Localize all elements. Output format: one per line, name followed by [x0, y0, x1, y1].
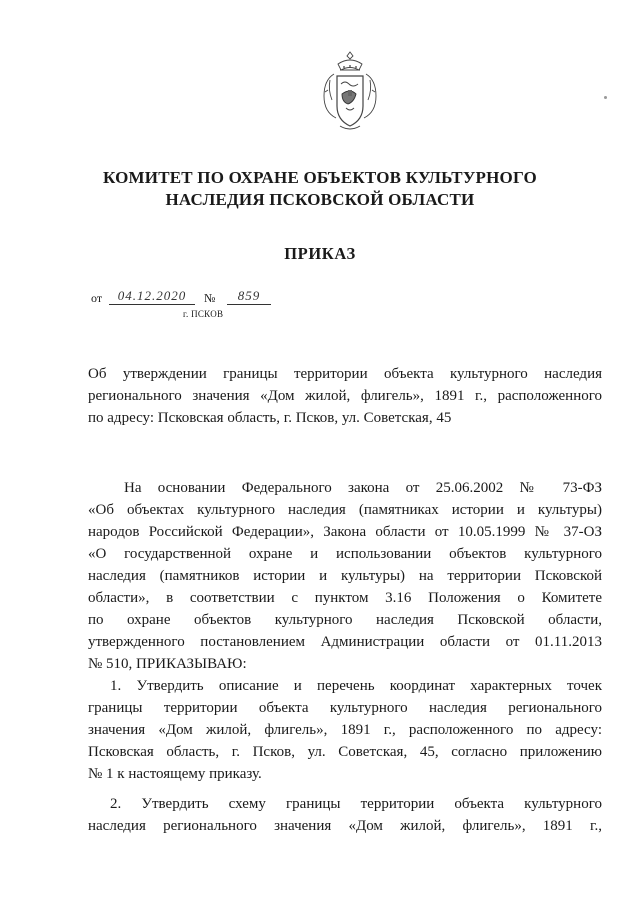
preamble-line: области», в соответствии с пунктом 3.16 Положения о Комитете — [88, 590, 602, 606]
preamble-line: по охране объектов культурного наследия Псковской области, — [88, 612, 602, 628]
item-1-line: значения «Дом жилой, флигель», 1891 г., расположенного по адресу: — [88, 722, 602, 738]
item-2-line: 2. Утвердить схему границы территории объекта культурного — [110, 796, 602, 812]
preamble-line: «Об объектах культурного наследия (памятниках истории и культуры) — [88, 502, 602, 518]
preamble-line: На основании Федерального закона от 25.06.2002 № 73-ФЗ — [124, 480, 602, 496]
organization-name-line-1: КОМИТЕТ ПО ОХРАНЕ ОБЪЕКТОВ КУЛЬТУРНОГО — [103, 168, 537, 187]
order-subject — [88, 363, 602, 429]
item-1-line: Псковская область, г. Псков, ул. Советская, 45, согласно приложению — [88, 744, 602, 760]
preamble-line: № 510, ПРИКАЗЫВАЮ: — [88, 656, 247, 672]
document-type-title: ПРИКАЗ — [284, 244, 356, 263]
subject-line: регионального значения «Дом жилой, флигель», 1891 г., расположенного — [88, 388, 602, 404]
item-1-line: № 1 к настоящему приказу. — [88, 766, 262, 782]
organization-name — [0, 167, 640, 211]
preamble-line: «О государственной охране и использовании объектов культурного — [88, 546, 602, 562]
preamble-line: утвержденного постановлением Администрации области от 01.11.2013 — [88, 634, 602, 650]
subject-line: по адресу: Псковская область, г. Псков, ул. Советская, 45 — [88, 410, 452, 426]
preamble-line: наследия (памятников истории и культуры) на территории Псковской — [88, 568, 602, 584]
coat-of-arms-icon — [320, 50, 380, 134]
preamble-line: народов Российской Федерации», Закона области от 10.05.1999 № 37-ОЗ — [88, 524, 602, 540]
organization-name-line-2: НАСЛЕДИЯ ПСКОВСКОЙ ОБЛАСТИ — [165, 190, 475, 209]
scan-speck — [604, 96, 607, 99]
item-2-line: наследия регионального значения «Дом жилой, флигель», 1891 г., — [88, 818, 602, 834]
subject-line: Об утверждении границы территории объекта культурного наследия — [88, 366, 602, 382]
order-number: 859 — [227, 288, 271, 305]
order-number-label: № — [204, 291, 216, 305]
order-body — [88, 477, 602, 837]
item-1-line: 1. Утвердить описание и перечень координат характерных точек — [110, 678, 602, 694]
item-1-line: границы территории объекта культурного наследия регионального — [88, 700, 602, 716]
order-date-label: от — [91, 291, 103, 305]
order-date: 04.12.2020 — [109, 288, 195, 305]
order-city: г. ПСКОВ — [183, 309, 224, 319]
